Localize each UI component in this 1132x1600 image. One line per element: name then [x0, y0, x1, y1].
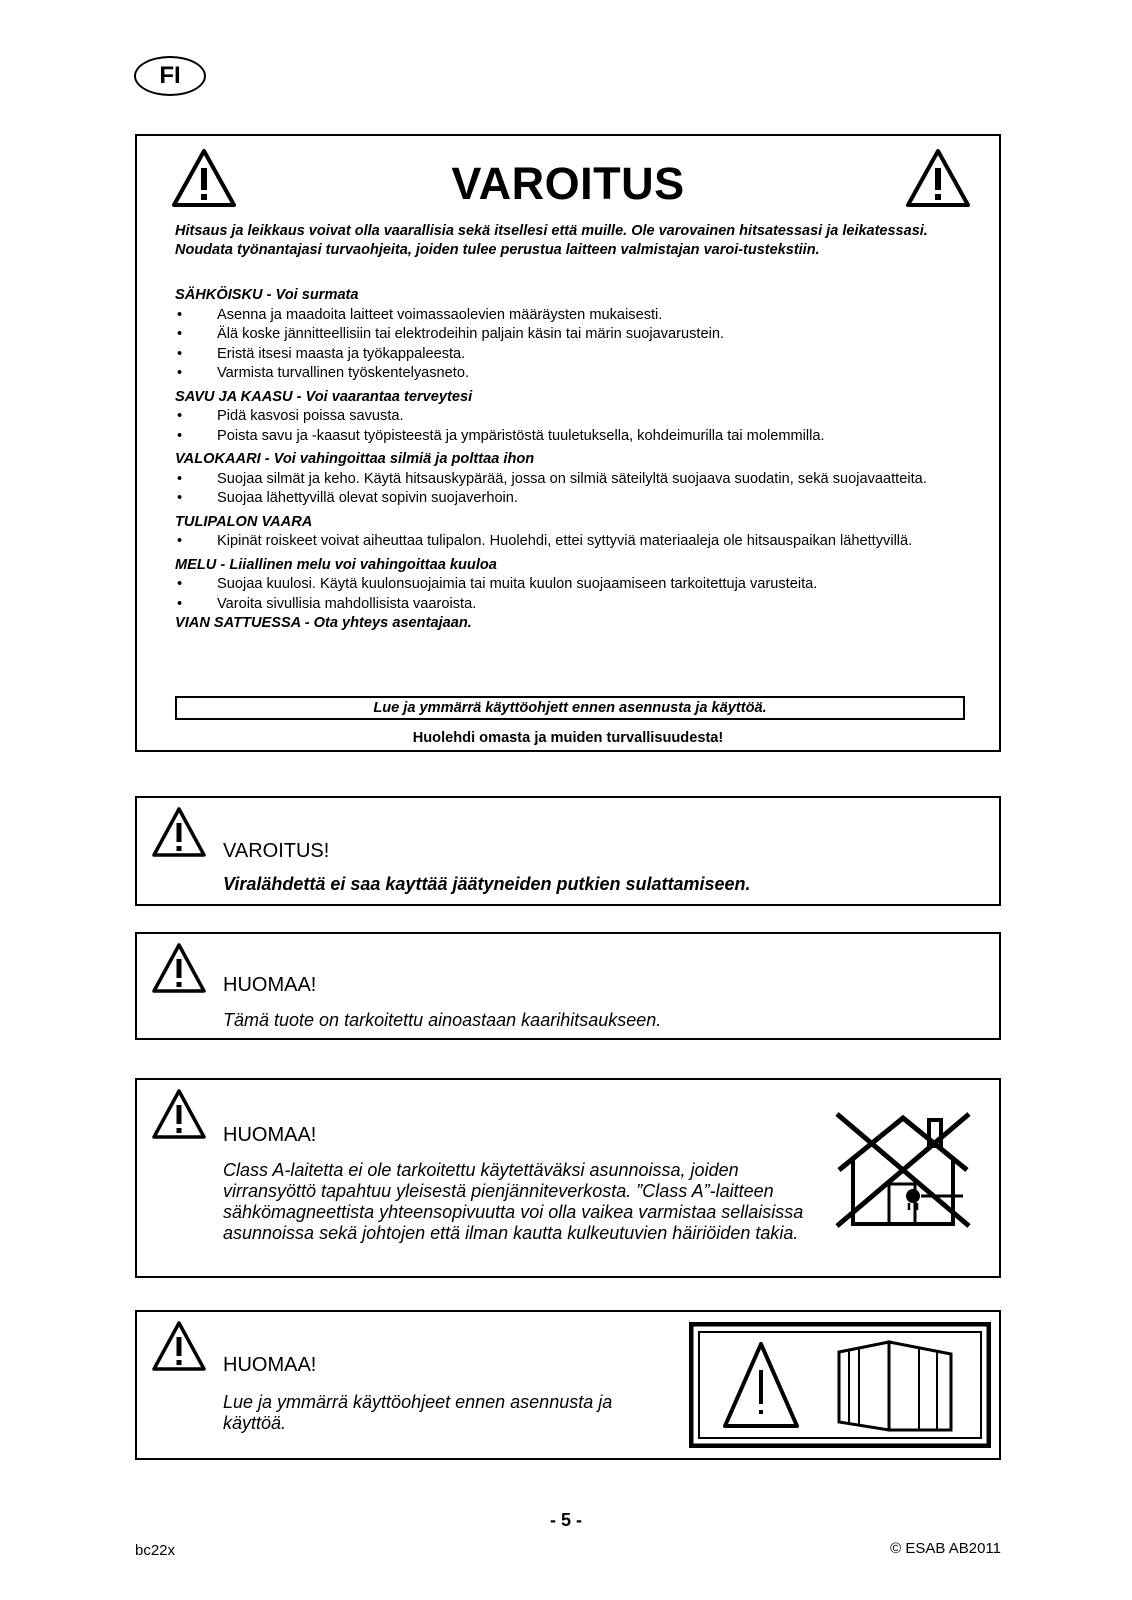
note-title: VAROITUS! [223, 840, 330, 862]
bullet-list [175, 575, 969, 614]
main-warning-box [135, 134, 1001, 752]
section-heading: VALOKAARI - Voi vahingoittaa silmiä ja polttaa ihon [175, 451, 535, 467]
notice-note-box [135, 1078, 1001, 1278]
read-manual-icon [689, 1322, 991, 1448]
note-body: Viralähdettä ei saa kayttää jäätyneiden putkien sulattamiseen. [223, 874, 751, 894]
note-title: HUOMAA! [223, 1124, 317, 1146]
note-title: HUOMAA! [223, 974, 317, 996]
section-heading: SÄHKÖISKU - Voi surmata [175, 287, 359, 303]
section-heading: TULIPALON VAARA [175, 513, 313, 530]
page-number: - 5 - [549, 1510, 582, 1530]
note-body: Lue ja ymmärrä käyttöohjeet ennen asennusta ja käyttöä. [223, 1392, 613, 1433]
warning-triangle-icon [151, 806, 207, 858]
list-item: • Varmista turvallinen työskentelyasneto. [175, 364, 969, 384]
notice-note-box [135, 1310, 1001, 1460]
section-heading: MELU - Liiallinen melu voi vahingoittaa kuuloa [175, 556, 497, 573]
bullet-list [175, 532, 969, 552]
no-residential-use-icon [833, 1110, 973, 1230]
section-heading: SAVU JA KAASU - Voi vaarantaa terveytesi [175, 388, 473, 405]
list-item: • Suojaa lähettyvillä olevat sopivin suojaverhoin. [175, 489, 969, 509]
list-item: • Pidä kasvosi poissa savusta. [175, 407, 969, 427]
warning-triangle-icon [151, 1320, 207, 1372]
warning-triangle-icon [151, 1088, 207, 1140]
warning-intro: Hitsaus ja leikkaus voivat olla vaarallisia sekä itsellesi että muille. Ole varovainen hitsatessasi ja leikatessasi. Noudata työnantajasi turvaohjeita, joiden tulee perustua laitteen valmistajan varoi-tustekstiin. [175, 223, 928, 258]
list-item: • Älä koske jännitteellisiin tai elektrodeihin paljain käsin tai märin suojavarustein. [175, 325, 969, 345]
list-item: • Eristä itsesi maasta ja työkappaleesta. [175, 345, 969, 365]
language-badge: FI [134, 56, 206, 96]
list-item: • Asenna ja maadoita laitteet voimassaolevien määräysten mukaisesti. [175, 306, 969, 326]
list-item: • Suojaa kuulosi. Käytä kuulonsuojaimia tai muita kuulon suojaamiseen tarkoitettuja varusteita. [175, 575, 969, 595]
main-warning-title: VAROITUS [451, 158, 685, 209]
warning-triangle-icon [151, 942, 207, 994]
safety-closing: Huolehdi omasta ja muiden turvallisuudesta! [412, 730, 724, 746]
list-item: • Kipinät roiskeet voivat aiheuttaa tulipalon. Huolehdi, ettei syttyviä materiaaleja ole hitsauspaikan lähettyvillä. [175, 532, 969, 552]
copyright: © ESAB AB2011 [890, 1540, 1001, 1557]
notice-note-box [135, 932, 1001, 1040]
warning-note-box [135, 796, 1001, 906]
document-code: bc22x [135, 1542, 176, 1559]
boxed-notice: Lue ja ymmärrä käyttöohjett ennen asennusta ja käyttöä. [175, 696, 965, 720]
bullet-list [175, 306, 969, 384]
note-body: Tämä tuote on tarkoitettu ainoastaan kaarihitsaukseen. [223, 1010, 662, 1030]
list-item: • Varoita sivullisia mahdollisista vaaroista. [175, 595, 969, 615]
bullet-list [175, 407, 969, 446]
list-item: • Poista savu ja -kaasut työpisteestä ja ympäristöstä tuuletuksella, kohdeimurilla tai molemmilla. [175, 427, 969, 447]
note-body: Class A-laitetta ei ole tarkoitettu käytettäväksi asunnoissa, joiden virransyöttö tapahtuu yleisestä pienjänniteverkosta. ”Class A”-laitteen sähkömagneettista yhteensopivuutta voi olla vaikea varmistaa sellaisissa asunnoissa sekä johtojen että ilman kautta kulkeutuvien häiriöiden takia. [223, 1160, 804, 1243]
warning-sections [175, 286, 969, 634]
fault-line: VIAN SATTUESSA - Ota yhteys asentajaan. [175, 615, 472, 631]
warning-triangle-icon [905, 148, 971, 208]
note-title: HUOMAA! [223, 1354, 317, 1376]
list-item: • Suojaa silmät ja keho. Käytä hitsauskypärää, jossa on silmiä säteilyltä suojaava suodatin, sekä suojavaatteita. [175, 470, 969, 490]
bullet-list [175, 470, 969, 509]
